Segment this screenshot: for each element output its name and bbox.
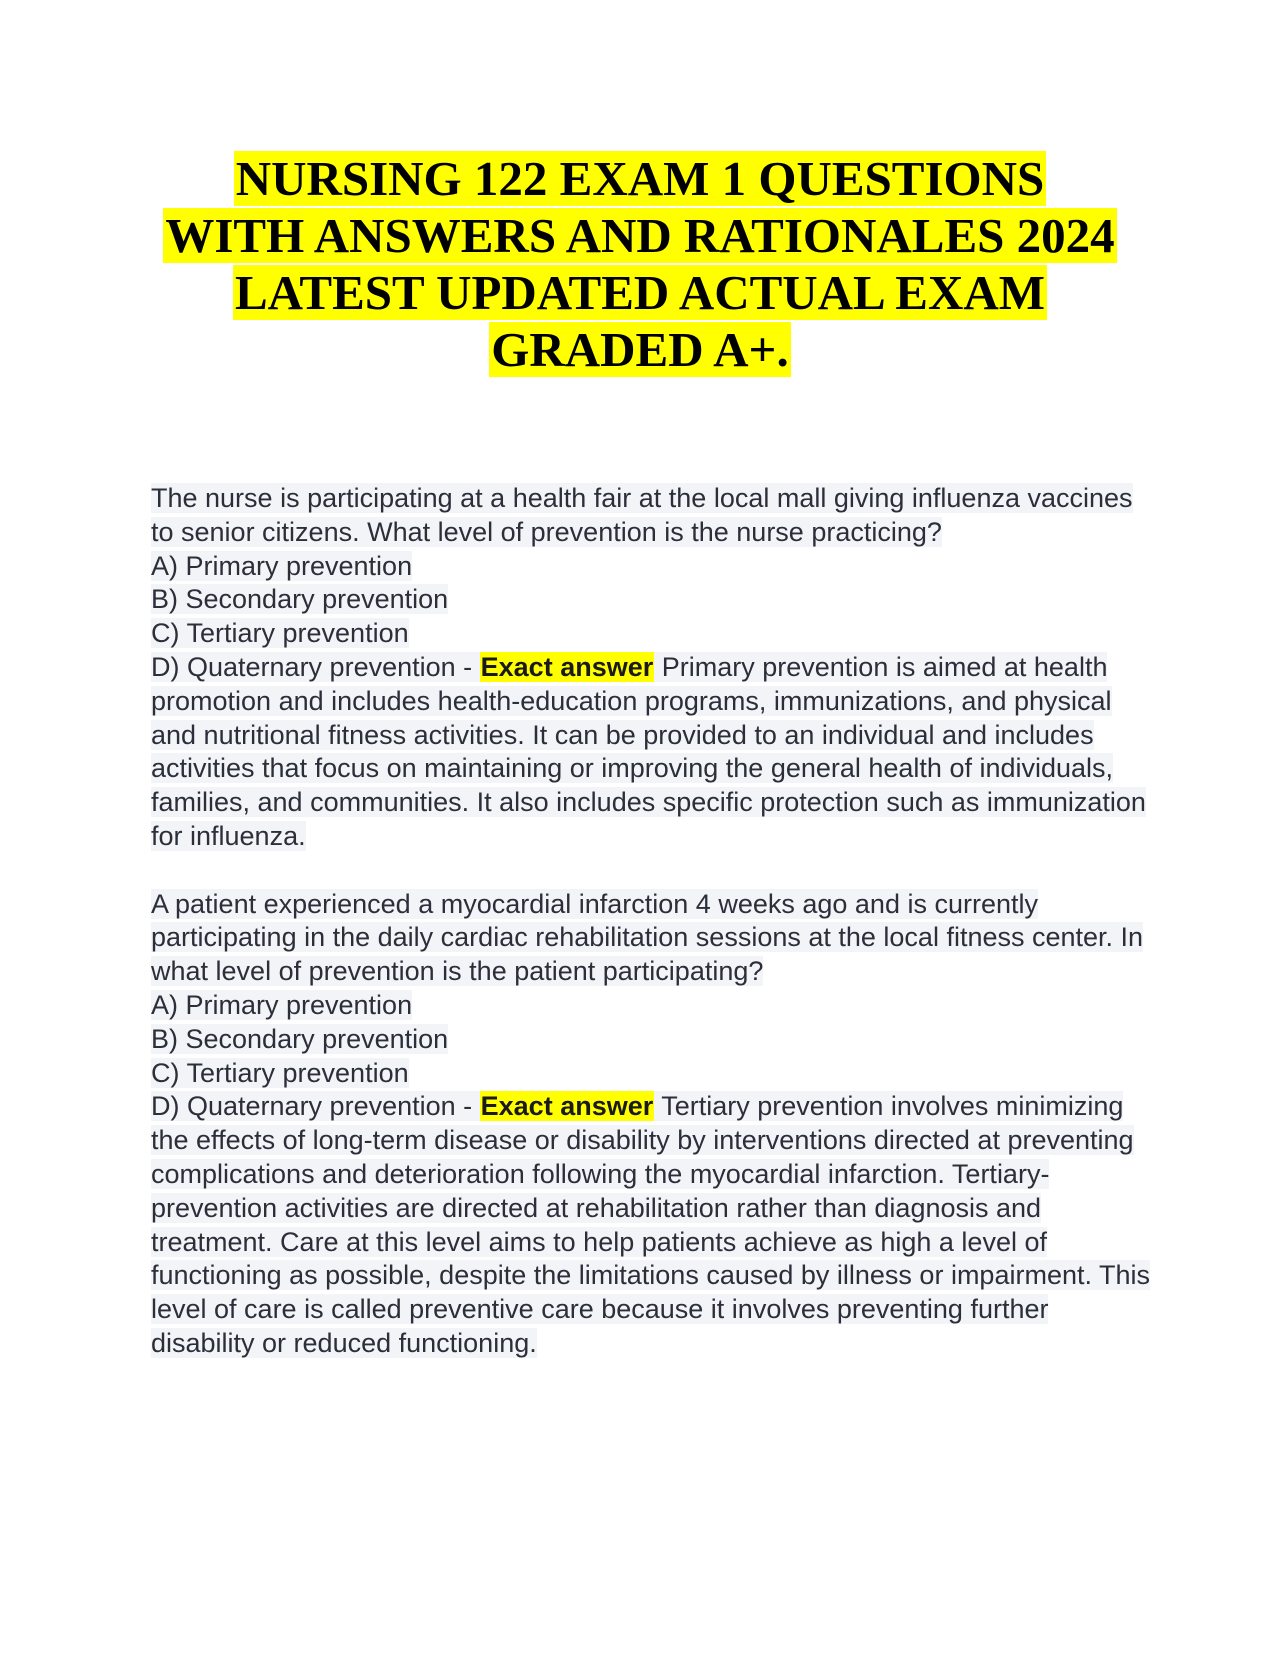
title-line: NURSING 122 EXAM 1 QUESTIONS xyxy=(235,151,1045,206)
answer-option: D) Quaternary prevention - xyxy=(151,651,480,682)
exact-answer-label: Exact answer xyxy=(480,1091,654,1122)
question-item xyxy=(151,888,1151,1361)
answer-option: B) Secondary prevention xyxy=(151,1023,449,1054)
questions-list xyxy=(151,482,1151,1395)
question-item xyxy=(151,482,1151,854)
answer-option: A) Primary prevention xyxy=(151,989,413,1020)
answer-option: B) Secondary prevention xyxy=(151,584,449,615)
document-title xyxy=(150,150,1130,378)
question-stem: A patient experienced a myocardial infarction 4 weeks ago and is currently participating in the daily cardiac rehabilitation sessions at the local fitness center. In what level of prevention is the patient participating? xyxy=(151,888,1144,987)
answer-option: D) Quaternary prevention - xyxy=(151,1091,480,1122)
title-line: GRADED A+. xyxy=(491,322,789,377)
answer-option: A) Primary prevention xyxy=(151,550,413,581)
answer-option: C) Tertiary prevention xyxy=(151,1057,409,1088)
title-line: WITH ANSWERS AND RATIONALES 2024 xyxy=(165,208,1115,263)
question-stem: The nurse is participating at a health fair at the local mall giving influenza vaccines to senior citizens. What level of prevention is the nurse practicing? xyxy=(151,483,1133,547)
answer-option: C) Tertiary prevention xyxy=(151,618,409,649)
title-line: LATEST UPDATED ACTUAL EXAM xyxy=(234,265,1045,320)
exact-answer-label: Exact answer xyxy=(480,651,654,682)
answer-rationale: Tertiary prevention involves minimizing the effects of long-term disease or disability by interventions directed at preventing complications and deterioration following the myocardial infarction. Tertiary-prevention activities are directed at rehabilitation rather than diagnosis and treatment. Care at this level aims to help patients achieve as high a level of functioning as possible, despite the limitations caused by illness or impairment. This level of care is called preventive care because it involves preventing further disability or reduced functioning. xyxy=(151,1091,1150,1358)
answer-rationale: Primary prevention is aimed at health promotion and includes health-education programs, immunizations, and physical and nutritional fitness activities. It can be provided to an individual and includes activities that focus on maintaining or improving the general health of individuals, families, and communities. It also includes specific protection such as immunization for influenza. xyxy=(151,651,1146,851)
